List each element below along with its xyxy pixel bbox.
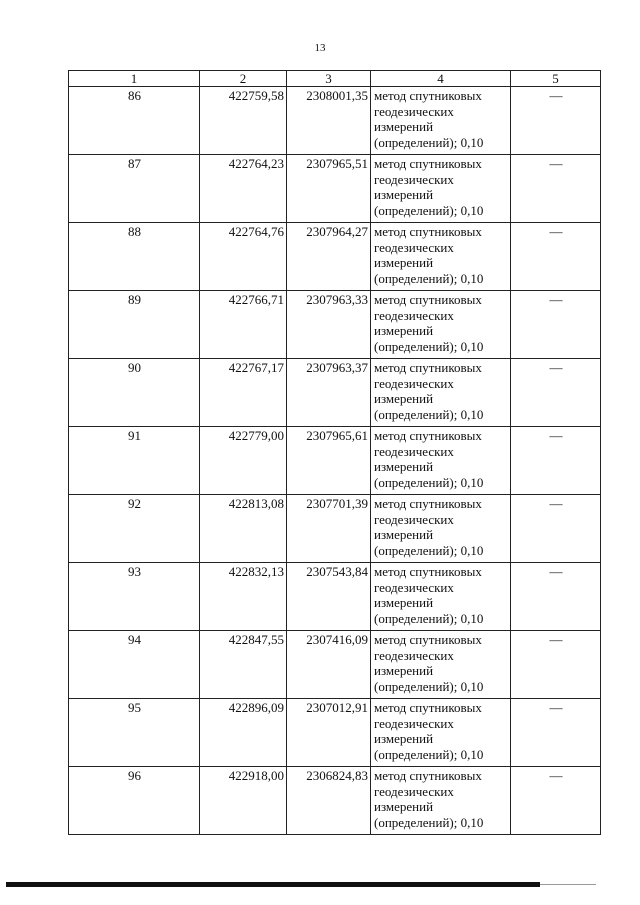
x-coordinate-cell: 422766,71 — [200, 291, 287, 359]
point-number-cell: 92 — [69, 495, 200, 563]
table-row — [69, 699, 601, 767]
y-coordinate-cell: 2307963,37 — [287, 359, 371, 427]
table-row — [69, 155, 601, 223]
y-coordinate-cell: 2307701,39 — [287, 495, 371, 563]
point-number-cell: 86 — [69, 87, 200, 155]
table-row — [69, 495, 601, 563]
header-col-3: 3 — [287, 71, 371, 87]
table-row — [69, 359, 601, 427]
header-col-4: 4 — [371, 71, 511, 87]
table-header — [69, 71, 601, 87]
method-accuracy-cell: метод спутниковых геодезических измерений (определений); 0,10 — [371, 427, 511, 495]
point-number-cell: 89 — [69, 291, 200, 359]
x-coordinate-cell: 422779,00 — [200, 427, 287, 495]
note-cell: — — [511, 87, 601, 155]
y-coordinate-cell: 2307963,33 — [287, 291, 371, 359]
note-cell: — — [511, 359, 601, 427]
table-row — [69, 427, 601, 495]
point-number-cell: 96 — [69, 767, 200, 835]
table-row — [69, 291, 601, 359]
x-coordinate-cell: 422832,13 — [200, 563, 287, 631]
method-accuracy-cell: метод спутниковых геодезических измерений (определений); 0,10 — [371, 495, 511, 563]
method-accuracy-cell: метод спутниковых геодезических измерений (определений); 0,10 — [371, 155, 511, 223]
x-coordinate-cell: 422764,23 — [200, 155, 287, 223]
header-row — [69, 71, 601, 87]
note-cell: — — [511, 495, 601, 563]
table-row — [69, 767, 601, 835]
note-cell: — — [511, 427, 601, 495]
method-accuracy-cell: метод спутниковых геодезических измерений (определений); 0,10 — [371, 631, 511, 699]
note-cell: — — [511, 155, 601, 223]
note-cell: — — [511, 699, 601, 767]
header-col-1: 1 — [69, 71, 200, 87]
header-col-5: 5 — [511, 71, 601, 87]
method-accuracy-cell: метод спутниковых геодезических измерений (определений); 0,10 — [371, 223, 511, 291]
bottom-scan-line — [540, 884, 596, 885]
point-number-cell: 88 — [69, 223, 200, 291]
x-coordinate-cell: 422759,58 — [200, 87, 287, 155]
x-coordinate-cell: 422896,09 — [200, 699, 287, 767]
point-number-cell: 91 — [69, 427, 200, 495]
y-coordinate-cell: 2306824,83 — [287, 767, 371, 835]
bottom-scan-bar — [6, 882, 540, 887]
point-number-cell: 94 — [69, 631, 200, 699]
x-coordinate-cell: 422764,76 — [200, 223, 287, 291]
method-accuracy-cell: метод спутниковых геодезических измерений (определений); 0,10 — [371, 291, 511, 359]
table-row — [69, 223, 601, 291]
x-coordinate-cell: 422813,08 — [200, 495, 287, 563]
table-body — [69, 87, 601, 835]
table-row — [69, 563, 601, 631]
method-accuracy-cell: метод спутниковых геодезических измерений (определений); 0,10 — [371, 87, 511, 155]
table-row — [69, 631, 601, 699]
y-coordinate-cell: 2307965,61 — [287, 427, 371, 495]
note-cell: — — [511, 631, 601, 699]
note-cell: — — [511, 291, 601, 359]
method-accuracy-cell: метод спутниковых геодезических измерений (определений); 0,10 — [371, 359, 511, 427]
x-coordinate-cell: 422847,55 — [200, 631, 287, 699]
y-coordinate-cell: 2307964,27 — [287, 223, 371, 291]
y-coordinate-cell: 2307965,51 — [287, 155, 371, 223]
x-coordinate-cell: 422767,17 — [200, 359, 287, 427]
y-coordinate-cell: 2307416,09 — [287, 631, 371, 699]
page-number: 13 — [314, 42, 326, 54]
y-coordinate-cell: 2307543,84 — [287, 563, 371, 631]
method-accuracy-cell: метод спутниковых геодезических измерений (определений); 0,10 — [371, 767, 511, 835]
y-coordinate-cell: 2307012,91 — [287, 699, 371, 767]
point-number-cell: 93 — [69, 563, 200, 631]
method-accuracy-cell: метод спутниковых геодезических измерений (определений); 0,10 — [371, 699, 511, 767]
method-accuracy-cell: метод спутниковых геодезических измерений (определений); 0,10 — [371, 563, 511, 631]
point-number-cell: 90 — [69, 359, 200, 427]
header-col-2: 2 — [200, 71, 287, 87]
note-cell: — — [511, 767, 601, 835]
point-number-cell: 87 — [69, 155, 200, 223]
coordinates-table — [68, 70, 601, 835]
note-cell: — — [511, 223, 601, 291]
table-row — [69, 87, 601, 155]
x-coordinate-cell: 422918,00 — [200, 767, 287, 835]
note-cell: — — [511, 563, 601, 631]
point-number-cell: 95 — [69, 699, 200, 767]
y-coordinate-cell: 2308001,35 — [287, 87, 371, 155]
